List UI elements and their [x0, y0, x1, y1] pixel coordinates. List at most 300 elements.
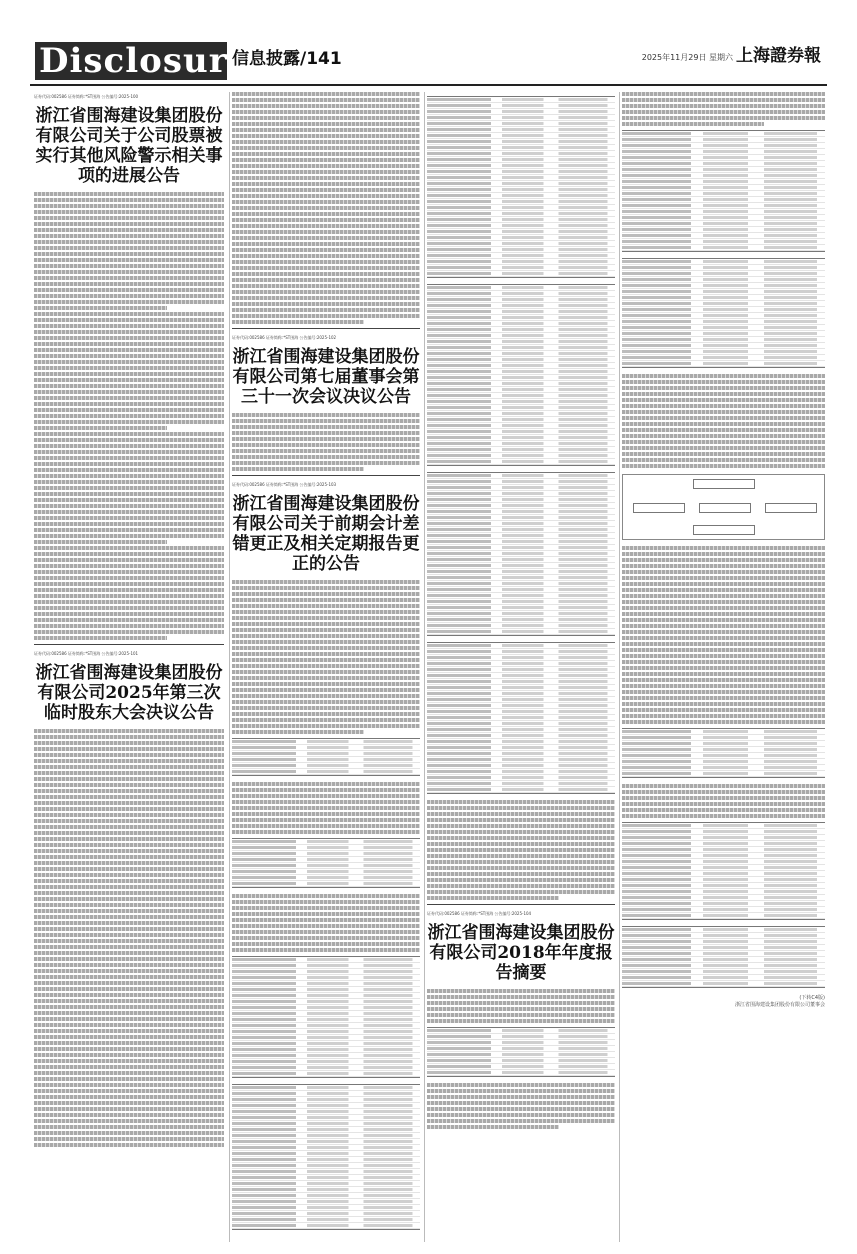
text-line [622, 98, 825, 102]
text-line [232, 724, 420, 728]
text-line [232, 176, 420, 180]
text-line [34, 855, 224, 859]
text-line [34, 462, 224, 466]
text-line [427, 842, 615, 846]
text-line [34, 1071, 224, 1075]
text-line [34, 807, 224, 811]
text-line [34, 921, 224, 925]
text-line [622, 790, 825, 794]
text-line [34, 402, 224, 406]
text-line [34, 1107, 224, 1111]
text-line [427, 896, 559, 900]
text-line [34, 777, 224, 781]
text-line [34, 630, 224, 634]
text-line [34, 438, 224, 442]
text-line [34, 885, 224, 889]
text-line [34, 1113, 224, 1117]
text-line [34, 915, 224, 919]
text-line [34, 192, 224, 196]
text-line [427, 800, 615, 804]
data-table [622, 258, 825, 368]
article-title: 浙江省围海建设集团股份有限公司第七届董事会第三十一次会议决议公告 [232, 347, 420, 407]
continued-note: (下转C4版) [799, 995, 825, 1001]
text-line [34, 504, 224, 508]
text-line [622, 552, 825, 556]
text-line [622, 92, 825, 96]
text-line [232, 212, 420, 216]
data-table [232, 838, 420, 888]
text-line [622, 380, 825, 384]
text-line [34, 861, 224, 865]
text-line [232, 894, 420, 898]
table-row [427, 459, 615, 465]
text-line [34, 198, 224, 202]
text-line [427, 1001, 615, 1005]
text-line [34, 336, 224, 340]
text-line [232, 924, 420, 928]
text-line [34, 588, 224, 592]
text-line [34, 1143, 224, 1147]
table-row [622, 361, 825, 367]
text-line [34, 927, 224, 931]
text-line [427, 884, 615, 888]
text-line [622, 594, 825, 598]
text-line [427, 1019, 615, 1023]
text-line [34, 342, 224, 346]
text-line [34, 1059, 224, 1063]
table-row [232, 1223, 420, 1229]
text-line [622, 660, 825, 664]
text-line [34, 486, 224, 490]
text-line [34, 312, 224, 316]
text-line [34, 903, 224, 907]
table-row [427, 787, 615, 793]
text-line [622, 784, 825, 788]
text-line [34, 1053, 224, 1057]
text-line [34, 753, 224, 757]
text-line [34, 1041, 224, 1045]
text-line [427, 995, 615, 999]
data-table [427, 284, 615, 466]
text-line [34, 600, 224, 604]
text-line [427, 1113, 615, 1117]
text-line [232, 658, 420, 662]
text-line [34, 552, 224, 556]
text-line [232, 700, 420, 704]
article-body [34, 729, 224, 1147]
text-line [232, 930, 420, 934]
text-line [34, 897, 224, 901]
text-line [232, 706, 420, 710]
text-line [622, 576, 825, 580]
text-line [622, 666, 825, 670]
text-line [232, 812, 420, 816]
text-line [34, 1011, 224, 1015]
text-line [232, 449, 420, 453]
text-line [34, 240, 224, 244]
text-line [34, 1065, 224, 1069]
article-code: 证券代码:002586 证券简称:*ST围海 公告编号:2025-103 [232, 482, 337, 487]
text-line [34, 432, 224, 436]
text-line [34, 522, 224, 526]
text-line [232, 437, 420, 441]
text-line [34, 801, 224, 805]
table-row [427, 629, 615, 635]
text-line [34, 378, 224, 382]
text-line [622, 374, 825, 378]
text-line [232, 272, 420, 276]
text-line [34, 474, 224, 478]
text-line [622, 654, 825, 658]
text-line [427, 1119, 615, 1123]
text-line [34, 957, 224, 961]
article-body [427, 989, 615, 1023]
article-body [622, 784, 825, 818]
text-line [232, 158, 420, 162]
article-body [427, 800, 615, 900]
logo-text: Disclosure [39, 41, 251, 81]
text-line [232, 419, 420, 423]
text-line [34, 843, 224, 847]
text-line [622, 630, 825, 634]
text-line [34, 288, 224, 292]
text-line [232, 431, 420, 435]
text-line [232, 670, 420, 674]
text-line [34, 1089, 224, 1093]
article-body [232, 580, 420, 734]
text-line [34, 837, 224, 841]
article-body [622, 374, 825, 468]
data-table [232, 738, 420, 776]
text-line [34, 540, 167, 544]
text-line [34, 624, 224, 628]
text-line [34, 789, 224, 793]
table-row [622, 913, 825, 919]
text-line [427, 824, 615, 828]
table-row [622, 771, 825, 777]
text-line [34, 867, 224, 871]
text-line [622, 796, 825, 800]
masthead-rule [30, 84, 827, 86]
text-line [622, 702, 825, 706]
text-line [34, 456, 224, 460]
text-line [622, 814, 825, 818]
text-line [34, 324, 224, 328]
text-line [232, 688, 420, 692]
text-line [34, 204, 224, 208]
text-line [34, 1125, 224, 1129]
text-line [34, 873, 224, 877]
text-line [427, 812, 615, 816]
text-line [34, 612, 224, 616]
text-line [232, 266, 420, 270]
article-body [34, 192, 224, 640]
text-line [232, 664, 420, 668]
text-line [427, 866, 615, 870]
text-line [34, 1047, 224, 1051]
text-line [34, 516, 224, 520]
data-table [622, 728, 825, 778]
text-line [232, 918, 420, 922]
text-line [622, 428, 825, 432]
text-line [34, 492, 224, 496]
table-row [232, 881, 420, 887]
text-line [232, 682, 420, 686]
text-line [232, 242, 420, 246]
table-row [622, 981, 825, 987]
text-line [232, 467, 364, 471]
text-line [34, 222, 224, 226]
text-line [622, 558, 825, 562]
text-line [427, 860, 615, 864]
article-body [232, 782, 420, 834]
text-line [232, 290, 420, 294]
text-line [232, 260, 420, 264]
text-line [622, 606, 825, 610]
text-line [427, 836, 615, 840]
text-line [34, 741, 224, 745]
text-line [34, 318, 224, 322]
text-line [622, 678, 825, 682]
column-divider [619, 92, 620, 1242]
text-line [232, 936, 420, 940]
text-line [34, 234, 224, 238]
text-line [34, 771, 224, 775]
text-line [622, 588, 825, 592]
issue-date: 2025年11月29日 星期六 [641, 53, 733, 62]
data-table [427, 1027, 615, 1077]
text-line [232, 134, 420, 138]
text-line [232, 942, 420, 946]
text-line [622, 122, 764, 126]
text-line [232, 206, 420, 210]
text-line [34, 282, 224, 286]
text-line [622, 546, 825, 550]
text-line [34, 408, 224, 412]
text-line [34, 498, 224, 502]
text-line [232, 794, 420, 798]
text-line [34, 825, 224, 829]
text-line [34, 1083, 224, 1087]
text-line [34, 546, 224, 550]
text-line [34, 252, 224, 256]
signature: 浙江省围海建设集团股份有限公司董事会 [734, 1002, 825, 1008]
text-line [232, 806, 420, 810]
text-line [34, 564, 224, 568]
article-code: 证券代码:002586 证券简称:*ST围海 公告编号:2025-104 [427, 911, 532, 916]
text-line [427, 806, 615, 810]
column-3 [427, 92, 615, 1250]
text-line [622, 116, 825, 120]
text-line [34, 396, 224, 400]
text-line [622, 564, 825, 568]
text-line [34, 246, 224, 250]
text-line [427, 1089, 615, 1093]
text-line [34, 999, 224, 1003]
article-title: 浙江省围海建设集团股份有限公司2018年年度报告摘要 [427, 923, 615, 983]
text-line [232, 170, 420, 174]
text-line [232, 652, 420, 656]
text-line [232, 104, 420, 108]
text-line [232, 461, 420, 465]
text-line [34, 831, 224, 835]
text-line [34, 1095, 224, 1099]
text-line [34, 891, 224, 895]
text-line [34, 348, 224, 352]
text-line [232, 92, 420, 96]
text-line [232, 800, 420, 804]
text-line [34, 1131, 224, 1135]
text-line [427, 878, 615, 882]
text-line [622, 464, 825, 468]
text-line [232, 296, 420, 300]
text-line [427, 1101, 615, 1105]
text-line [34, 510, 224, 514]
text-line [34, 372, 224, 376]
article-title: 浙江省围海建设集团股份有限公司关于公司股票被实行其他风险警示相关事项的进展公告 [35, 106, 223, 186]
text-line [232, 676, 420, 680]
article-title: 浙江省围海建设集团股份有限公司2025年第三次临时股东大会决议公告 [35, 663, 223, 723]
text-line [34, 849, 224, 853]
text-line [232, 314, 420, 318]
text-line [622, 422, 825, 426]
text-line [34, 933, 224, 937]
article-code: 证券代码:002586 证券简称:*ST围海 公告编号:2025-101 [34, 651, 139, 656]
text-line [232, 598, 420, 602]
text-line [34, 951, 224, 955]
text-line [232, 586, 420, 590]
text-line [34, 981, 224, 985]
table-row [232, 769, 420, 775]
text-line [232, 140, 420, 144]
text-line [232, 788, 420, 792]
text-line [34, 1023, 224, 1027]
article-body [232, 413, 420, 471]
text-line [34, 354, 224, 358]
text-line [34, 747, 224, 751]
text-line [34, 1077, 224, 1081]
text-line [622, 110, 825, 114]
text-line [34, 819, 224, 823]
text-line [232, 224, 420, 228]
text-line [232, 128, 420, 132]
data-table [622, 822, 825, 920]
text-line [622, 696, 825, 700]
text-line [232, 906, 420, 910]
text-line [232, 622, 420, 626]
text-line [622, 386, 825, 390]
text-line [34, 909, 224, 913]
article-body [427, 1083, 615, 1129]
data-table [427, 96, 615, 278]
text-line [622, 104, 825, 108]
text-line [427, 1125, 559, 1129]
text-line [232, 718, 420, 722]
text-line [232, 712, 420, 716]
page-number: /141 [300, 49, 342, 69]
text-line [232, 610, 420, 614]
text-line [34, 1119, 224, 1123]
text-line [34, 360, 224, 364]
text-line [622, 708, 825, 712]
text-line [622, 808, 825, 812]
text-line [622, 600, 825, 604]
text-line [34, 759, 224, 763]
text-line [622, 648, 825, 652]
text-line [34, 468, 224, 472]
article-body [232, 894, 420, 952]
column-2 [232, 92, 420, 1250]
text-line [427, 1007, 615, 1011]
text-line [427, 848, 615, 852]
text-line [34, 735, 224, 739]
text-line [232, 146, 420, 150]
text-line [34, 480, 224, 484]
column-4 [622, 92, 825, 1250]
text-line [34, 366, 224, 370]
text-line [34, 444, 224, 448]
ownership-diagram [622, 474, 825, 540]
text-line [34, 228, 224, 232]
table-row [232, 1071, 420, 1077]
text-line [232, 824, 420, 828]
text-line [34, 879, 224, 883]
text-line [622, 446, 825, 450]
text-line [34, 765, 224, 769]
text-line [232, 646, 420, 650]
text-line [622, 684, 825, 688]
text-line [232, 200, 420, 204]
text-line [232, 900, 420, 904]
text-line [232, 730, 364, 734]
section-title [232, 48, 342, 70]
text-line [232, 248, 420, 252]
text-line [232, 425, 420, 429]
text-line [232, 443, 420, 447]
text-line [622, 404, 825, 408]
text-line [232, 413, 420, 417]
data-table [622, 926, 825, 988]
text-line [34, 384, 224, 388]
text-line [34, 294, 224, 298]
text-line [34, 420, 224, 424]
text-line [34, 300, 224, 304]
text-line [232, 592, 420, 596]
text-line [34, 1137, 224, 1141]
text-line [34, 258, 224, 262]
text-line [622, 714, 825, 718]
text-line [232, 230, 420, 234]
text-line [232, 628, 420, 632]
text-line [34, 1101, 224, 1105]
text-line [34, 306, 167, 310]
section-name: 信息披露 [232, 49, 300, 69]
text-line [427, 1013, 615, 1017]
text-line [622, 458, 825, 462]
text-line [232, 604, 420, 608]
text-line [34, 993, 224, 997]
data-table [232, 956, 420, 1078]
text-line [232, 634, 420, 638]
text-line [34, 939, 224, 943]
text-line [232, 236, 420, 240]
article-code: 证券代码:002586 证券简称:*ST围海 公告编号:2025-102 [232, 335, 337, 340]
text-line [34, 576, 224, 580]
text-line [427, 854, 615, 858]
text-line [232, 308, 420, 312]
text-line [34, 414, 224, 418]
text-line [622, 582, 825, 586]
